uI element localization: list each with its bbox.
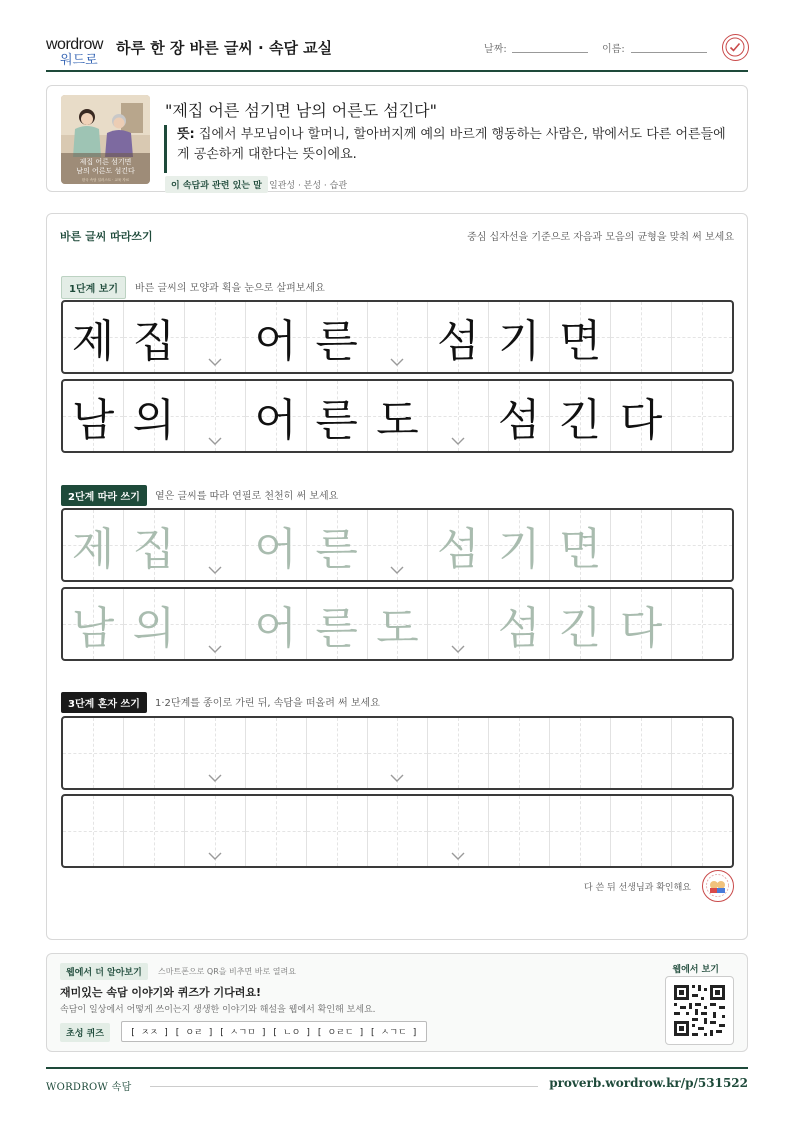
proverb-card bbox=[46, 85, 748, 192]
grid-cell[interactable] bbox=[672, 718, 732, 788]
grid-cell[interactable] bbox=[124, 589, 185, 659]
grid-cell bbox=[611, 381, 672, 451]
check-text: 다 쓴 뒤 선생님과 확인해요 bbox=[583, 883, 691, 893]
grid-cell bbox=[124, 381, 185, 451]
logo-wordmark: wordrow bbox=[46, 36, 103, 53]
grid-cell bbox=[611, 302, 672, 372]
grid-cell[interactable] bbox=[63, 796, 124, 866]
step1-tag: 1단계 보기 bbox=[61, 276, 126, 299]
space-mark-icon bbox=[208, 358, 222, 366]
grid-cell[interactable] bbox=[307, 510, 368, 580]
step3-row2[interactable] bbox=[61, 794, 734, 868]
grid-char: 섬 bbox=[498, 603, 541, 654]
grid-char: 어 bbox=[254, 395, 297, 446]
grid-char: 어 bbox=[254, 524, 297, 575]
grid-cell bbox=[307, 381, 368, 451]
grid-cell[interactable] bbox=[672, 589, 732, 659]
wordrow-logo bbox=[46, 34, 108, 68]
proverb-title: "제집 어른 섬기면 남의 어른도 섬긴다" bbox=[165, 101, 437, 120]
quiz-tag: 초성 퀴즈 bbox=[60, 1023, 110, 1042]
grid-cell bbox=[368, 302, 429, 372]
grid-cell[interactable] bbox=[307, 718, 368, 788]
step3-desc: 1·2단계를 종이로 가린 뒤, 속담을 떠올려 써 보세요 bbox=[155, 698, 380, 709]
grid-cell[interactable] bbox=[489, 718, 550, 788]
date-field[interactable] bbox=[512, 52, 588, 53]
grid-char: 도 bbox=[376, 395, 419, 446]
grid-cell[interactable] bbox=[246, 510, 307, 580]
web-title: 재미있는 속담 이야기와 퀴즈가 기다려요! bbox=[60, 986, 261, 999]
grid-cells bbox=[63, 796, 732, 866]
space-mark-icon bbox=[390, 774, 404, 782]
grid-char: 제 bbox=[71, 524, 115, 575]
grid-cell[interactable] bbox=[63, 589, 124, 659]
grid-char: 긴 bbox=[558, 395, 602, 446]
practice-card bbox=[46, 213, 748, 940]
grid-char: 다 bbox=[619, 395, 663, 446]
space-mark-icon bbox=[390, 358, 404, 366]
grid-cells bbox=[63, 302, 732, 372]
step1-desc: 바른 글씨의 모양과 획을 눈으로 살펴보세요 bbox=[135, 283, 325, 294]
grid-cell bbox=[428, 381, 489, 451]
grid-cell[interactable] bbox=[307, 796, 368, 866]
grid-cells bbox=[63, 381, 732, 451]
grid-cell[interactable] bbox=[63, 718, 124, 788]
grid-cell bbox=[550, 302, 611, 372]
grid-cell bbox=[672, 302, 732, 372]
grid-cell[interactable] bbox=[368, 718, 429, 788]
grid-cell[interactable] bbox=[489, 796, 550, 866]
web-card bbox=[46, 953, 748, 1052]
grid-cell[interactable] bbox=[368, 510, 429, 580]
practice-title: 바른 글씨 따라쓰기 bbox=[60, 230, 153, 243]
grid-cell bbox=[489, 381, 550, 451]
grid-char: 다 bbox=[619, 603, 663, 654]
related-words: 일관성 · 본성 · 습관 bbox=[269, 181, 348, 191]
step1-row2 bbox=[61, 379, 734, 453]
web-desc: 속담이 일상에서 어떻게 쓰이는지 생생한 이야기와 해설을 웹에서 확인해 보세요. bbox=[60, 1005, 376, 1015]
grid-cell[interactable] bbox=[185, 796, 246, 866]
grid-cell bbox=[185, 302, 246, 372]
grid-char: 의 bbox=[132, 603, 176, 654]
grid-cell bbox=[124, 302, 185, 372]
grid-cell[interactable] bbox=[368, 589, 429, 659]
grid-char: 집 bbox=[132, 524, 176, 575]
grid-cell[interactable] bbox=[185, 510, 246, 580]
grid-char: 어 bbox=[254, 603, 297, 654]
space-mark-icon bbox=[208, 437, 222, 445]
related-words-tag: 이 속담과 관련 있는 말 bbox=[165, 176, 268, 193]
name-label: 이름: bbox=[602, 44, 625, 55]
grid-cell bbox=[185, 381, 246, 451]
good-job-stamp-icon bbox=[722, 34, 749, 61]
grid-cell[interactable] bbox=[550, 796, 611, 866]
grid-cell[interactable] bbox=[124, 796, 185, 866]
grid-char: 남 bbox=[71, 395, 115, 446]
grid-char: 도 bbox=[376, 603, 419, 654]
grid-cell[interactable] bbox=[611, 796, 672, 866]
grid-char: 면 bbox=[558, 316, 602, 367]
grid-cell[interactable] bbox=[124, 718, 185, 788]
grid-cells bbox=[63, 589, 732, 659]
grid-char: 른 bbox=[315, 395, 358, 446]
grid-cell bbox=[672, 381, 732, 451]
grid-cell[interactable] bbox=[185, 589, 246, 659]
grid-cell bbox=[428, 302, 489, 372]
space-mark-icon bbox=[208, 774, 222, 782]
qr-label: 웹에서 보기 bbox=[672, 965, 719, 975]
qr-code-icon[interactable] bbox=[665, 976, 734, 1045]
logo-korean: 워드로 bbox=[60, 53, 98, 68]
grid-cells bbox=[63, 718, 732, 788]
grid-cell[interactable] bbox=[550, 510, 611, 580]
grid-cell bbox=[307, 302, 368, 372]
grid-cell[interactable] bbox=[428, 796, 489, 866]
grid-char: 긴 bbox=[558, 603, 602, 654]
grid-char: 기 bbox=[498, 524, 541, 575]
grid-cell bbox=[63, 381, 124, 451]
grid-char: 기 bbox=[498, 316, 541, 367]
grid-cell bbox=[550, 381, 611, 451]
web-tag: 웹에서 더 알아보기 bbox=[60, 963, 148, 980]
grid-char: 섬 bbox=[437, 316, 480, 367]
page-footer bbox=[46, 1067, 748, 1097]
grid-cell bbox=[63, 302, 124, 372]
footer-divider bbox=[150, 1086, 538, 1087]
step1-row1 bbox=[61, 300, 734, 374]
grid-cell bbox=[489, 302, 550, 372]
grid-char: 른 bbox=[315, 603, 358, 654]
step2-desc: 옅은 글씨를 따라 연필로 천천히 써 보세요 bbox=[155, 491, 339, 502]
page-title: 하루 한 장 바른 글씨 · 속담 교실 bbox=[116, 39, 333, 57]
meaning-text: 집에서 부모님이나 할머니, 할아버지께 예의 바르게 행동하는 사람은, 밖에서도 다른 어른들에게 공손하게 대한다는 뜻이에요. bbox=[177, 127, 726, 162]
grid-cell[interactable] bbox=[428, 718, 489, 788]
grid-cell[interactable] bbox=[489, 510, 550, 580]
grid-cell bbox=[246, 381, 307, 451]
grid-cells bbox=[63, 510, 732, 580]
step3-tag: 3단계 혼자 쓰기 bbox=[61, 692, 147, 713]
grid-cell[interactable] bbox=[63, 510, 124, 580]
grid-char: 어 bbox=[254, 316, 297, 367]
grid-cell[interactable] bbox=[368, 796, 429, 866]
step2-row1[interactable] bbox=[61, 508, 734, 582]
grid-cell[interactable] bbox=[672, 510, 732, 580]
grid-char: 면 bbox=[558, 524, 602, 575]
illustration-caption-2: 남의 어른도 섬긴다 bbox=[76, 167, 135, 175]
date-label: 날짜: bbox=[484, 44, 507, 55]
page-header bbox=[46, 30, 748, 72]
grid-cell[interactable] bbox=[611, 510, 672, 580]
space-mark-icon bbox=[390, 566, 404, 574]
grid-cell[interactable] bbox=[246, 796, 307, 866]
illustration-caption-small: 한국 속담 일러스트 · 교육 자료 bbox=[81, 178, 130, 182]
footer-brand: WORDROW 속담 bbox=[46, 1082, 132, 1093]
meaning bbox=[177, 125, 734, 165]
grid-cell[interactable] bbox=[428, 589, 489, 659]
grid-cell[interactable] bbox=[428, 510, 489, 580]
grid-char: 섬 bbox=[437, 524, 480, 575]
space-mark-icon bbox=[208, 852, 222, 860]
grid-cell bbox=[368, 381, 429, 451]
step2-tag: 2단계 따라 쓰기 bbox=[61, 485, 147, 506]
grid-cell[interactable] bbox=[672, 796, 732, 866]
footer-url-link[interactable]: proverb.wordrow.kr/p/531522 bbox=[549, 1076, 748, 1090]
qr-code-svg[interactable] bbox=[666, 977, 733, 1044]
meaning-box bbox=[164, 125, 734, 173]
grid-char: 섬 bbox=[498, 395, 541, 446]
name-field[interactable] bbox=[631, 52, 707, 53]
practice-hint: 중심 십자선을 기준으로 자음과 모음의 균형을 맞춰 써 보세요 bbox=[467, 232, 734, 243]
grid-cell[interactable] bbox=[611, 718, 672, 788]
space-mark-icon bbox=[208, 645, 222, 653]
grid-char: 남 bbox=[71, 603, 115, 654]
illustration-caption-1: 제집 어른 섬기면 bbox=[79, 158, 132, 166]
space-mark-icon bbox=[451, 437, 465, 445]
meaning-label: 뜻: bbox=[177, 127, 195, 142]
grid-cell[interactable] bbox=[550, 589, 611, 659]
grid-cell[interactable] bbox=[611, 589, 672, 659]
space-mark-icon bbox=[451, 852, 465, 860]
space-mark-icon bbox=[208, 566, 222, 574]
grid-char: 른 bbox=[315, 316, 358, 367]
step2-row2[interactable] bbox=[61, 587, 734, 661]
grid-char: 집 bbox=[132, 316, 176, 367]
grid-cell[interactable] bbox=[185, 718, 246, 788]
grid-cell[interactable] bbox=[124, 510, 185, 580]
grid-cell[interactable] bbox=[550, 718, 611, 788]
grid-cell[interactable] bbox=[489, 589, 550, 659]
teacher-check-stamp-icon bbox=[702, 870, 734, 902]
grid-char: 제 bbox=[71, 316, 115, 367]
web-tag-hint: 스마트폰으로 QR을 비추면 바로 열려요 bbox=[158, 967, 296, 976]
space-mark-icon bbox=[451, 645, 465, 653]
proverb-illustration bbox=[61, 95, 150, 184]
step3-row1[interactable] bbox=[61, 716, 734, 790]
quiz-answer-box: [ ㅈㅈ ] [ ㅇㄹ ] [ ㅅㄱㅁ ] [ ㄴㅇ ] [ ㅇㄹㄷ ] [ ㅅㄱㄷ ] bbox=[121, 1021, 427, 1042]
grid-cell[interactable] bbox=[307, 589, 368, 659]
grid-char: 른 bbox=[315, 524, 358, 575]
grid-char: 의 bbox=[132, 395, 176, 446]
grid-cell[interactable] bbox=[246, 718, 307, 788]
grid-cell[interactable] bbox=[246, 589, 307, 659]
grid-cell bbox=[246, 302, 307, 372]
